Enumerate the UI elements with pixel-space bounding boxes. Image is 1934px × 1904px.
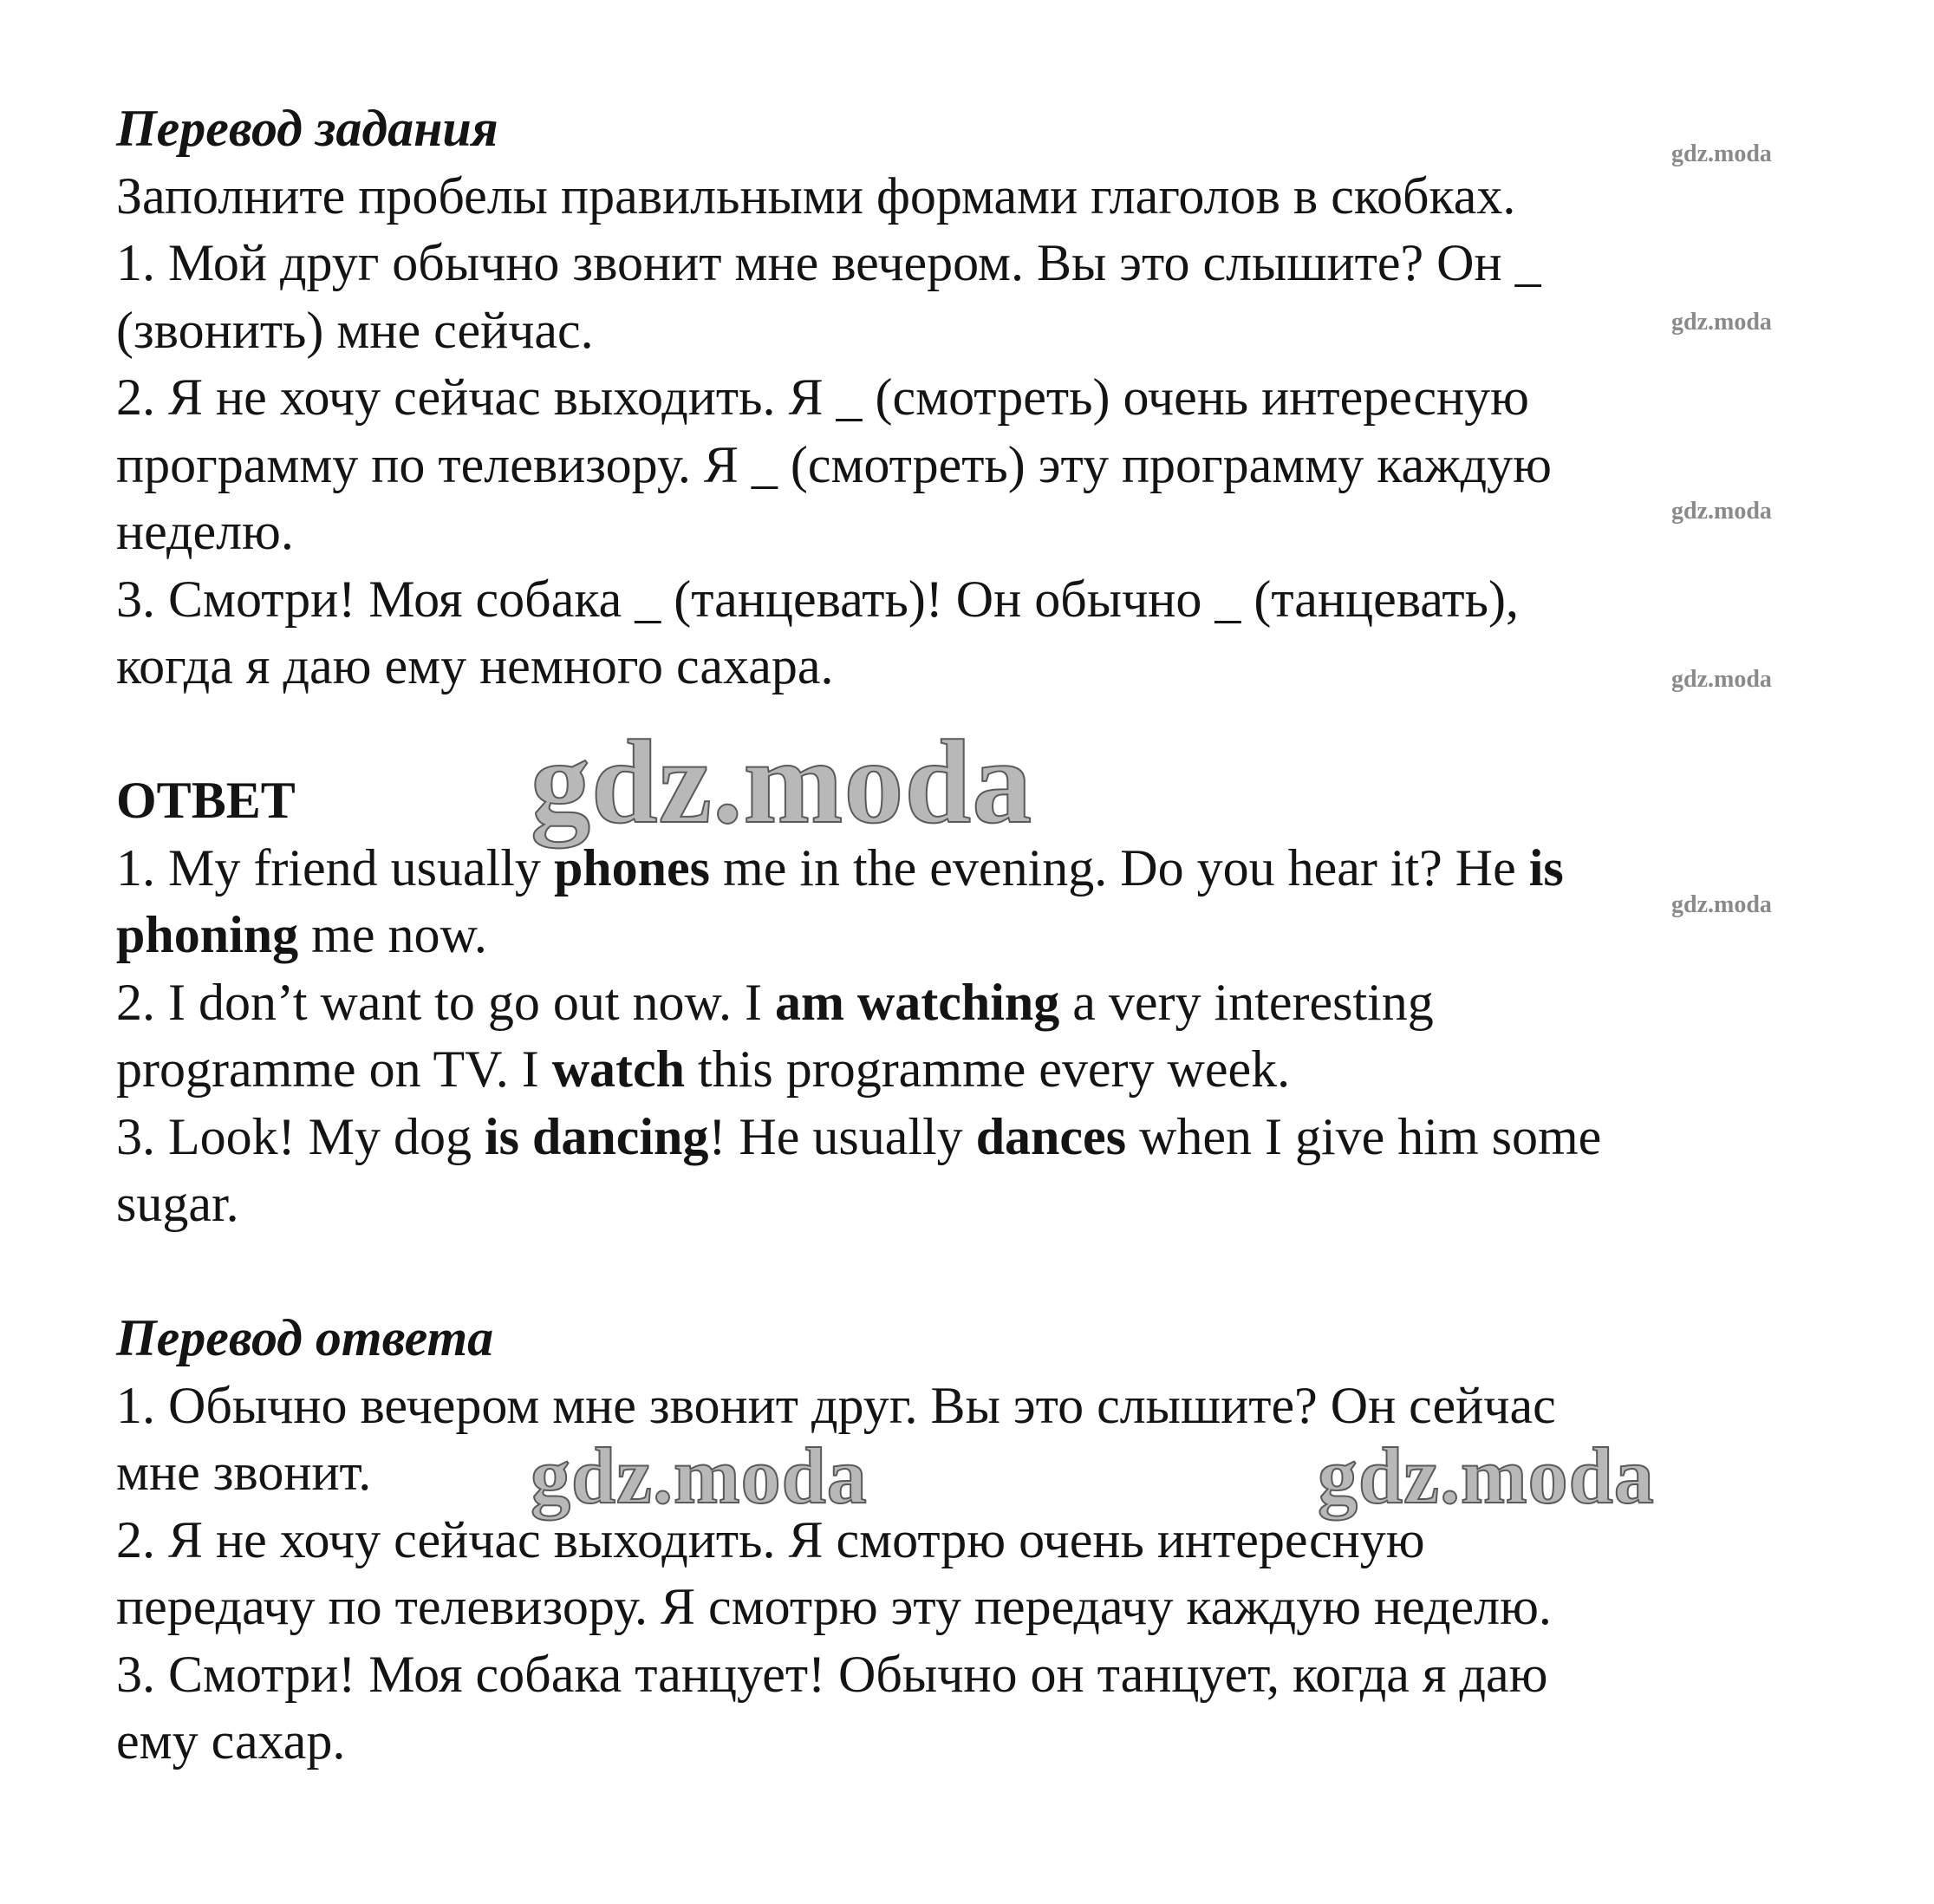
watermark-large: gdz.moda xyxy=(531,715,1033,848)
answer-heading: ОТВЕТ xyxy=(116,772,296,829)
answer-text: this programme every week. xyxy=(685,1040,1291,1098)
answer-translation-line: 3. Смотри! Моя собака танцует! Обычно он танцует, когда я даю xyxy=(116,1645,1548,1703)
task-line: программу по телевизору. Я _ (смотреть) эту программу каждую xyxy=(116,435,1552,493)
answer-line xyxy=(116,1170,1859,1238)
watermark-small: gdz.moda xyxy=(1671,309,1772,336)
answer-text: 1. My friend usually xyxy=(116,838,554,897)
answer-line xyxy=(116,1104,1859,1171)
watermark-small: gdz.moda xyxy=(1671,666,1772,693)
answer-translation-line: мне звонит. xyxy=(116,1444,372,1501)
answer-verb: is xyxy=(1528,838,1564,897)
answer-line xyxy=(116,969,1859,1037)
answer-text: me now. xyxy=(298,906,487,963)
spacer xyxy=(116,1238,1859,1306)
answer-verb: dances xyxy=(975,1107,1127,1165)
answer-verb: phones xyxy=(553,838,711,897)
answer-translation-line: 1. Обычно вечером мне звонит друг. Вы это слышите? Он сейчас xyxy=(116,1376,1556,1434)
answer-text: 2. I don’t want to go out now. I xyxy=(116,973,775,1031)
answer-text: 3. Look! My dog xyxy=(116,1107,485,1165)
answer-text: ! He usually xyxy=(708,1107,976,1165)
task-line: (звонить) мне сейчас. xyxy=(116,301,594,359)
answer-verb: watch xyxy=(551,1040,686,1098)
task-line: неделю. xyxy=(116,503,294,560)
watermark-small: gdz.moda xyxy=(1671,498,1772,525)
answer-text: when I give him some xyxy=(1126,1107,1602,1165)
answer-text: sugar. xyxy=(116,1175,239,1232)
task-line: когда я даю ему немного сахара. xyxy=(116,637,834,694)
answer-translation-line: передачу по телевизору. Я смотрю эту передачу каждую неделю. xyxy=(116,1578,1552,1635)
answer-text: a very interesting xyxy=(1059,973,1434,1031)
task-translation-heading: Перевод задания xyxy=(116,100,498,157)
document-page xyxy=(116,95,1859,1776)
answer-line xyxy=(116,902,1859,969)
task-line: 3. Смотри! Моя собака _ (танцевать)! Он обычно _ (танцевать), xyxy=(116,570,1519,628)
answer-text: programme on TV. I xyxy=(116,1040,552,1098)
answer-verb: am watching xyxy=(774,973,1060,1031)
answer-translation-line: 2. Я не хочу сейчас выходить. Я смотрю очень интересную xyxy=(116,1510,1425,1568)
answer-text: me in the evening. Do you hear it? He xyxy=(710,838,1529,897)
task-line: 2. Я не хочу сейчас выходить. Я _ (смотреть) очень интересную xyxy=(116,368,1529,426)
answer-translation-line: ему сахар. xyxy=(116,1712,346,1770)
answer-translation-heading: Перевод ответа xyxy=(116,1309,494,1366)
watermark-small: gdz.moda xyxy=(1671,140,1772,167)
answer-verb: phoning xyxy=(116,906,299,963)
answer-line xyxy=(116,1036,1859,1104)
watermark-small: gdz.moda xyxy=(1671,891,1772,918)
task-line: 1. Мой друг обычно звонит мне вечером. Вы это слышите? Он _ xyxy=(116,234,1541,291)
watermark-large: gdz.moda xyxy=(1318,1431,1655,1520)
watermark-large: gdz.moda xyxy=(531,1431,868,1520)
task-instruction: Заполните пробелы правильными формами глаголов в скобках. xyxy=(116,166,1516,225)
answer-verb: is dancing xyxy=(484,1107,709,1165)
